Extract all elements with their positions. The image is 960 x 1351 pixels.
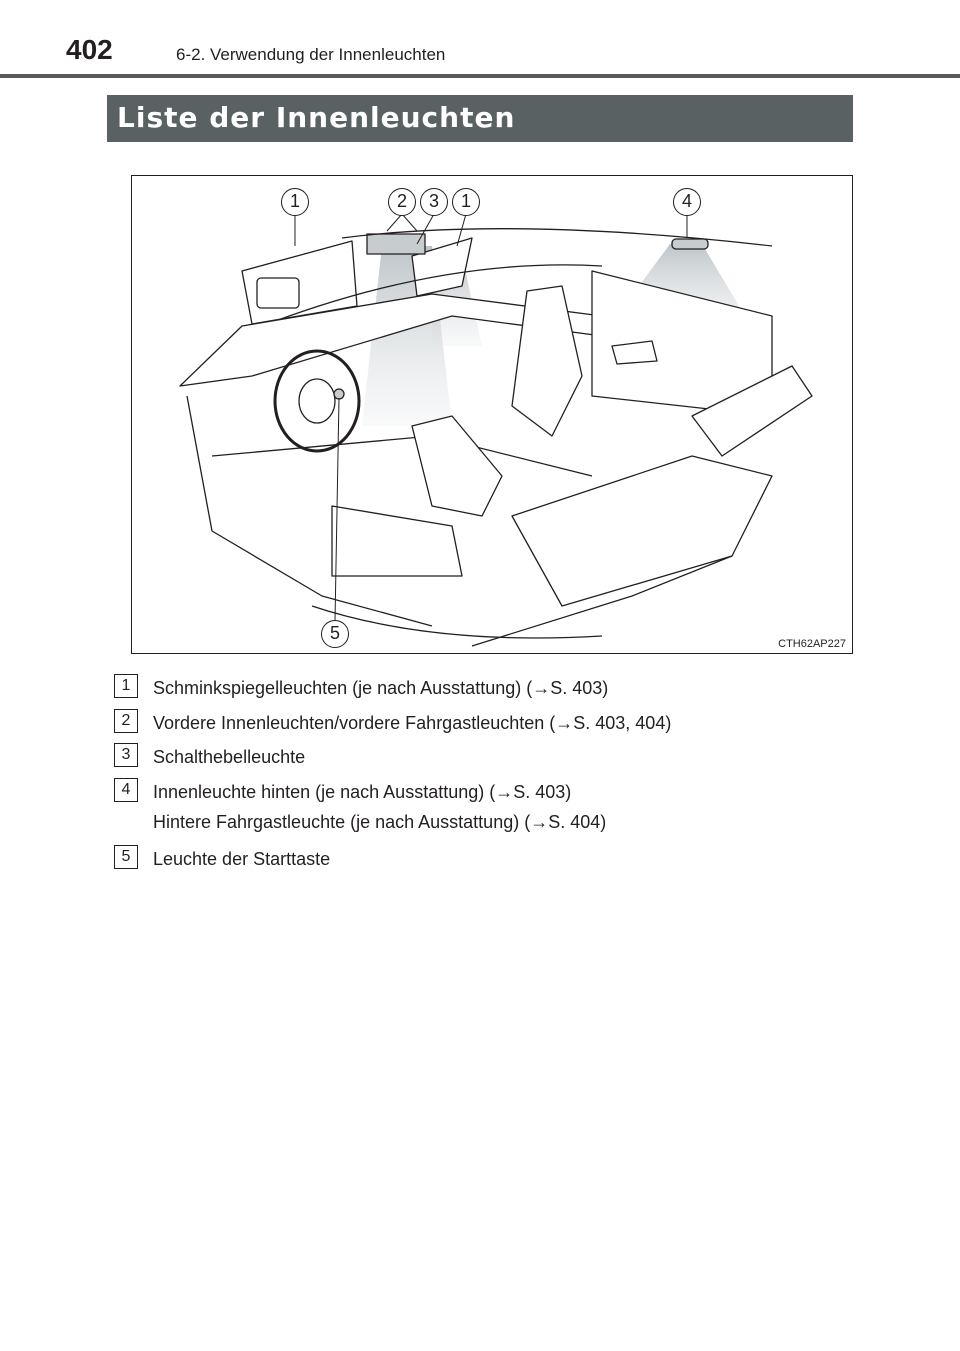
page-number: 402 — [66, 34, 113, 65]
legend-number: 5 — [114, 845, 138, 869]
legend-number: 3 — [114, 743, 138, 767]
figure-code: CTH62AP227 — [778, 638, 846, 650]
legend-number: 2 — [114, 709, 138, 733]
legend-text: Schalthebelleuchte — [153, 747, 306, 767]
legend-text: Leuchte der Starttaste — [153, 849, 331, 869]
steering-wheel — [275, 351, 359, 451]
legend-text: Schminkspiegelleuchten (je nach Ausstattung) (→S. 403) — [153, 678, 609, 698]
legend-text: Vordere Innenleuchten/vordere Fahrgastleuchten (→S. 403, 404) — [153, 713, 672, 733]
legend-text-continued: Hintere Fahrgastleuchte (je nach Ausstattung) (→S. 404) — [153, 812, 607, 832]
section-title: Liste der Innenleuchten — [117, 101, 516, 134]
vanity-mirror-left — [257, 278, 299, 308]
callout-5: 5 — [321, 620, 349, 648]
callout-3: 3 — [420, 188, 448, 216]
rear-seat — [512, 456, 772, 606]
section-title-bar — [107, 95, 853, 142]
interior-lights-figure — [131, 175, 853, 654]
legend-number: 1 — [114, 674, 138, 698]
driver-seat — [412, 416, 502, 516]
rear-dome-light — [672, 239, 708, 249]
callout-1-left: 1 — [281, 188, 309, 216]
legend-text: Innenleuchte hinten (je nach Ausstattung) (→S. 403) — [153, 782, 572, 802]
legend-number: 4 — [114, 778, 138, 802]
callout-4: 4 — [673, 188, 701, 216]
car-interior-illustration — [132, 176, 853, 654]
section-reference: 6-2. Verwendung der Innenleuchten — [176, 45, 446, 64]
header-rule — [0, 74, 960, 78]
callout-1-right: 1 — [452, 188, 480, 216]
overhead-console — [367, 234, 425, 254]
callout-2: 2 — [388, 188, 416, 216]
start-button — [334, 389, 344, 399]
